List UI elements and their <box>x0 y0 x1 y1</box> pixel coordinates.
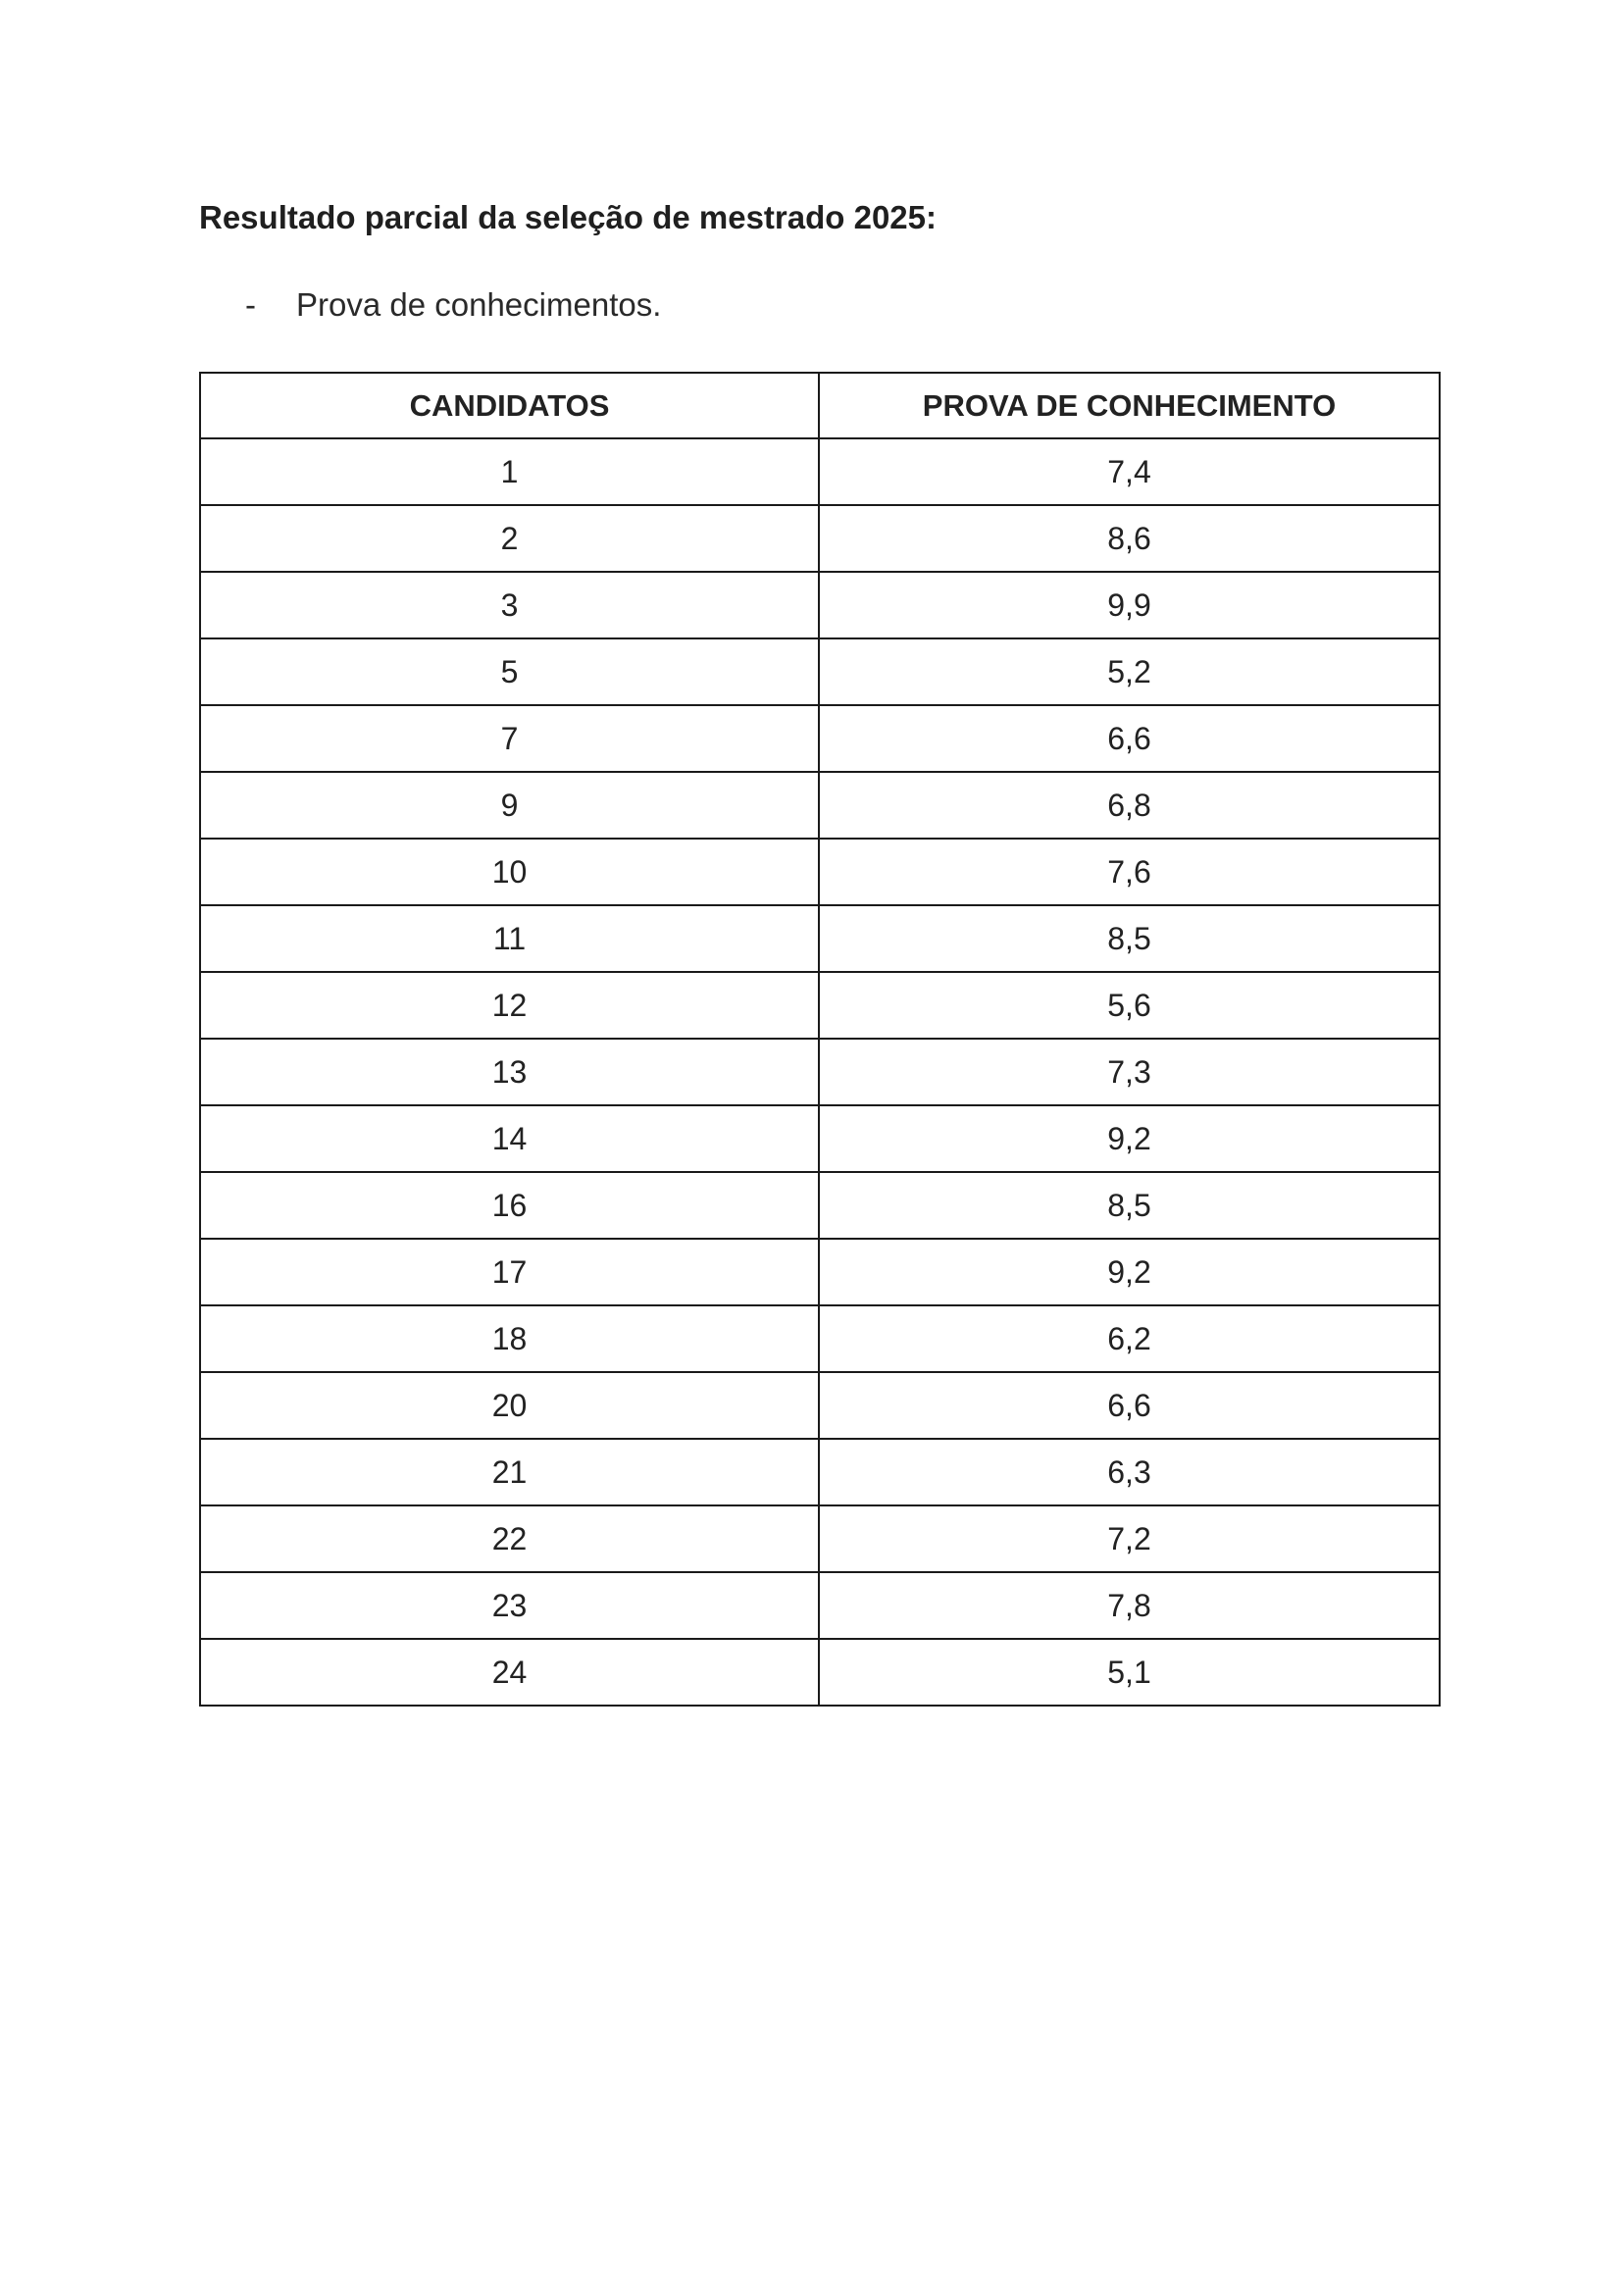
score-cell: 5,2 <box>819 638 1440 705</box>
candidate-number-cell: 3 <box>200 572 819 638</box>
score-cell: 6,6 <box>819 1372 1440 1439</box>
score-cell: 7,8 <box>819 1572 1440 1639</box>
candidate-number-cell: 7 <box>200 705 819 772</box>
candidate-number-cell: 21 <box>200 1439 819 1505</box>
table-header-row <box>200 373 1440 438</box>
score-cell: 6,2 <box>819 1305 1440 1372</box>
score-cell: 8,6 <box>819 505 1440 572</box>
score-cell: 8,5 <box>819 905 1440 972</box>
candidate-number-cell: 16 <box>200 1172 819 1239</box>
bullet-text: Prova de conhecimentos. <box>296 286 662 323</box>
table-row <box>200 905 1440 972</box>
score-cell: 6,3 <box>819 1439 1440 1505</box>
candidate-number-cell: 2 <box>200 505 819 572</box>
candidate-number-cell: 24 <box>200 1639 819 1706</box>
table-row <box>200 972 1440 1039</box>
page-title: Resultado parcial da seleção de mestrado 2025: <box>199 199 937 235</box>
table-row <box>200 1639 1440 1706</box>
candidate-number-cell: 1 <box>200 438 819 505</box>
table-row <box>200 572 1440 638</box>
score-cell: 6,8 <box>819 772 1440 839</box>
table-row <box>200 438 1440 505</box>
score-cell: 9,2 <box>819 1105 1440 1172</box>
score-cell: 8,5 <box>819 1172 1440 1239</box>
candidate-number-cell: 13 <box>200 1039 819 1105</box>
score-cell: 9,2 <box>819 1239 1440 1305</box>
score-cell: 9,9 <box>819 572 1440 638</box>
table-row <box>200 1305 1440 1372</box>
candidate-number-cell: 18 <box>200 1305 819 1372</box>
bullet-item <box>245 283 661 327</box>
candidate-number-cell: 23 <box>200 1572 819 1639</box>
candidate-number-cell: 22 <box>200 1505 819 1572</box>
score-cell: 6,6 <box>819 705 1440 772</box>
table-body <box>200 438 1440 1706</box>
bullet-marker: - <box>245 286 256 323</box>
score-cell: 7,6 <box>819 839 1440 905</box>
table-row <box>200 1172 1440 1239</box>
table-row <box>200 839 1440 905</box>
table-row <box>200 772 1440 839</box>
score-cell: 7,4 <box>819 438 1440 505</box>
table-row <box>200 1439 1440 1505</box>
header-candidatos: CANDIDATOS <box>200 373 819 438</box>
candidate-number-cell: 12 <box>200 972 819 1039</box>
score-cell: 7,2 <box>819 1505 1440 1572</box>
score-cell: 5,1 <box>819 1639 1440 1706</box>
candidate-number-cell: 10 <box>200 839 819 905</box>
candidate-number-cell: 5 <box>200 638 819 705</box>
table-row <box>200 1105 1440 1172</box>
results-table <box>199 372 1441 1707</box>
table-row <box>200 1039 1440 1105</box>
candidate-number-cell: 9 <box>200 772 819 839</box>
table-row <box>200 1239 1440 1305</box>
candidate-number-cell: 20 <box>200 1372 819 1439</box>
table-row <box>200 1572 1440 1639</box>
candidate-number-cell: 14 <box>200 1105 819 1172</box>
header-prova-de-conhecimento: PROVA DE CONHECIMENTO <box>819 373 1440 438</box>
table-row <box>200 505 1440 572</box>
candidate-number-cell: 17 <box>200 1239 819 1305</box>
candidate-number-cell: 11 <box>200 905 819 972</box>
score-cell: 7,3 <box>819 1039 1440 1105</box>
table-row <box>200 705 1440 772</box>
table-row <box>200 1505 1440 1572</box>
table-row <box>200 638 1440 705</box>
table-row <box>200 1372 1440 1439</box>
score-cell: 5,6 <box>819 972 1440 1039</box>
